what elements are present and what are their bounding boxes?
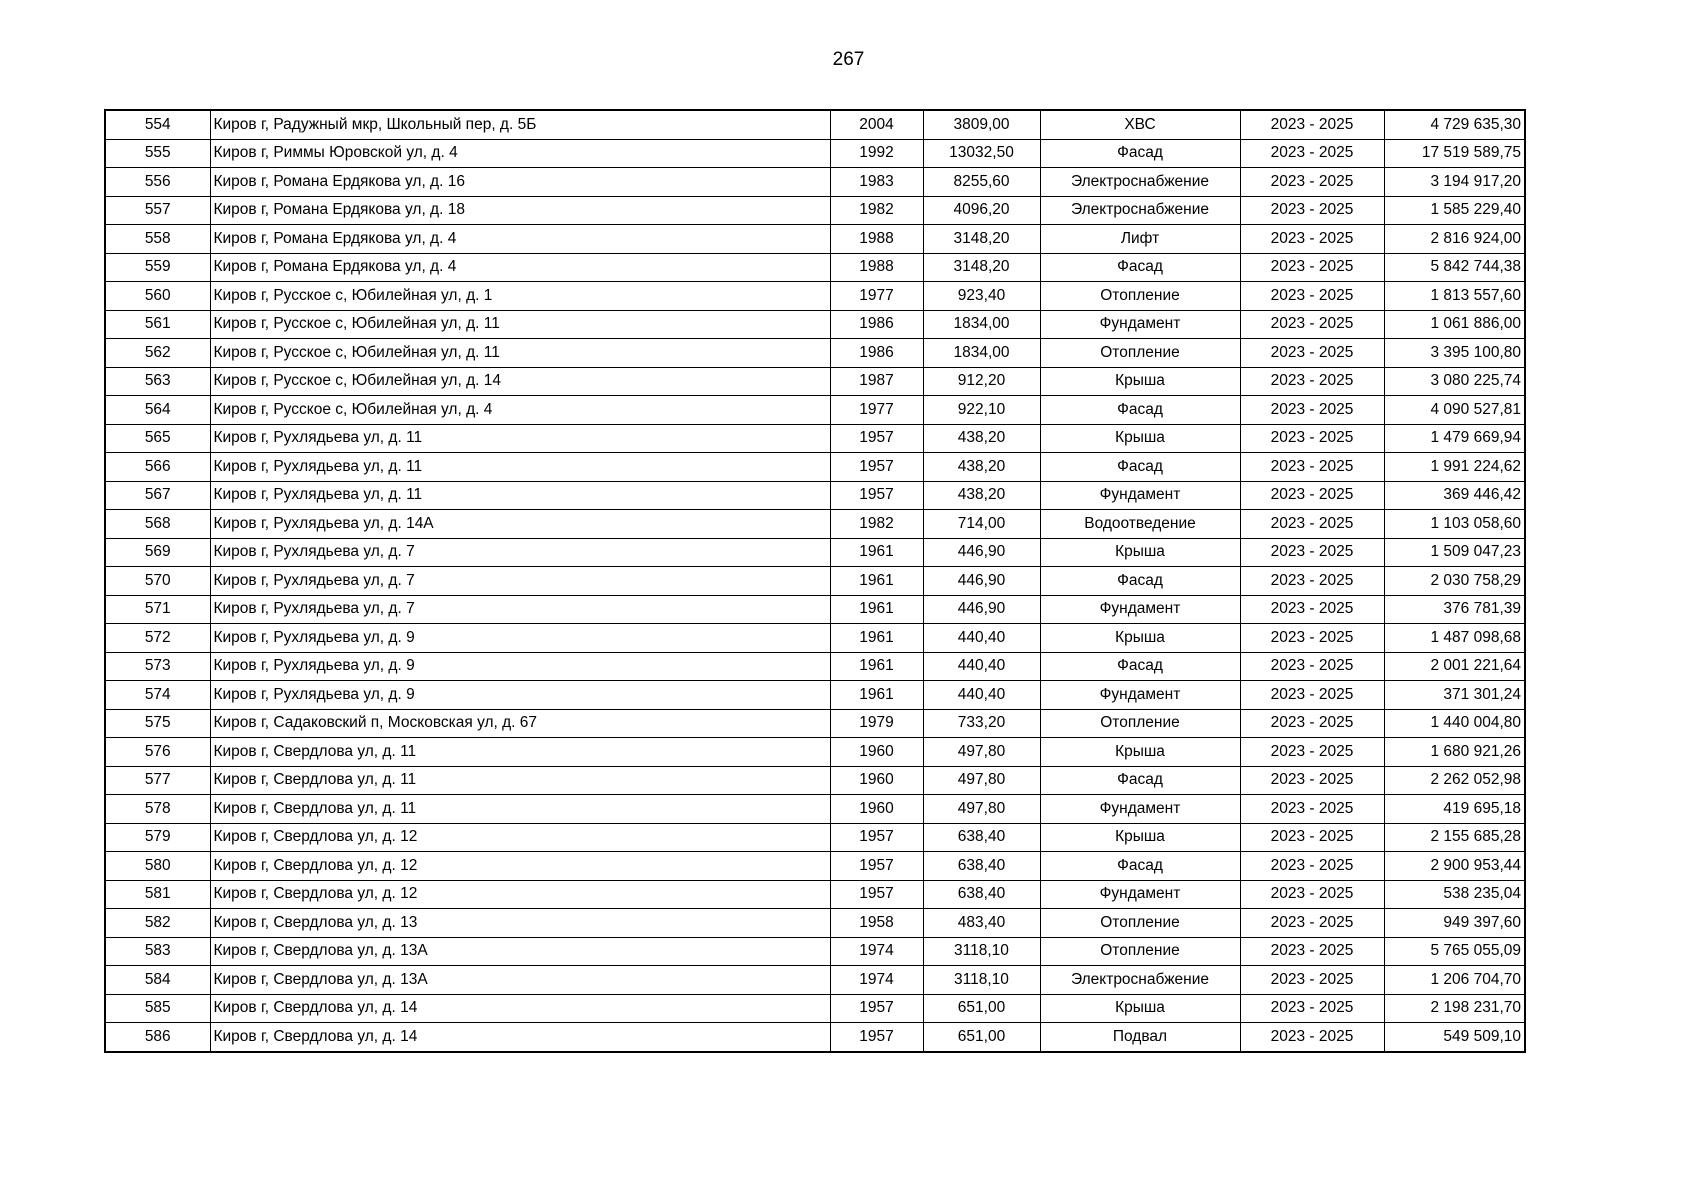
- area-cell: 651,00: [923, 994, 1040, 1023]
- cost-cell: 5 765 055,09: [1384, 937, 1525, 966]
- row-number-cell: 566: [105, 453, 210, 482]
- work-type-cell: Отопление: [1040, 909, 1240, 938]
- area-cell: 497,80: [923, 738, 1040, 767]
- cost-cell: 2 030 758,29: [1384, 567, 1525, 596]
- period-cell: 2023 - 2025: [1240, 110, 1384, 139]
- address-cell: Киров г, Романа Ердякова ул, д. 18: [210, 196, 830, 225]
- table-row: [105, 282, 1525, 311]
- table-row: [105, 681, 1525, 710]
- period-cell: 2023 - 2025: [1240, 652, 1384, 681]
- year-built-cell: 1977: [830, 282, 923, 311]
- work-type-cell: Отопление: [1040, 709, 1240, 738]
- table-row: [105, 624, 1525, 653]
- row-number-cell: 571: [105, 595, 210, 624]
- address-cell: Киров г, Свердлова ул, д. 14: [210, 994, 830, 1023]
- table-row: [105, 994, 1525, 1023]
- table-row: [105, 110, 1525, 139]
- period-cell: 2023 - 2025: [1240, 681, 1384, 710]
- area-cell: 733,20: [923, 709, 1040, 738]
- row-number-cell: 582: [105, 909, 210, 938]
- year-built-cell: 1957: [830, 424, 923, 453]
- cost-cell: 3 194 917,20: [1384, 168, 1525, 197]
- address-cell: Киров г, Русское с, Юбилейная ул, д. 14: [210, 367, 830, 396]
- period-cell: 2023 - 2025: [1240, 453, 1384, 482]
- row-number-cell: 560: [105, 282, 210, 311]
- row-number-cell: 563: [105, 367, 210, 396]
- year-built-cell: 1988: [830, 225, 923, 254]
- year-built-cell: 1982: [830, 196, 923, 225]
- table-row: [105, 424, 1525, 453]
- table-row: [105, 567, 1525, 596]
- table-row: [105, 453, 1525, 482]
- area-cell: 446,90: [923, 567, 1040, 596]
- year-built-cell: 1986: [830, 310, 923, 339]
- area-cell: 912,20: [923, 367, 1040, 396]
- area-cell: 13032,50: [923, 139, 1040, 168]
- area-cell: 440,40: [923, 681, 1040, 710]
- address-cell: Киров г, Свердлова ул, д. 11: [210, 795, 830, 824]
- area-cell: 497,80: [923, 795, 1040, 824]
- table-row: [105, 823, 1525, 852]
- year-built-cell: 1961: [830, 595, 923, 624]
- address-cell: Киров г, Рухлядьева ул, д. 7: [210, 538, 830, 567]
- address-cell: Киров г, Рухлядьева ул, д. 9: [210, 624, 830, 653]
- cost-cell: 3 395 100,80: [1384, 339, 1525, 368]
- work-type-cell: Фундамент: [1040, 310, 1240, 339]
- area-cell: 438,20: [923, 453, 1040, 482]
- row-number-cell: 554: [105, 110, 210, 139]
- area-cell: 923,40: [923, 282, 1040, 311]
- row-number-cell: 574: [105, 681, 210, 710]
- address-cell: Киров г, Романа Ердякова ул, д. 16: [210, 168, 830, 197]
- period-cell: 2023 - 2025: [1240, 168, 1384, 197]
- work-type-cell: Фундамент: [1040, 795, 1240, 824]
- cost-cell: 1 479 669,94: [1384, 424, 1525, 453]
- table-row: [105, 168, 1525, 197]
- year-built-cell: 1957: [830, 453, 923, 482]
- address-cell: Киров г, Русское с, Юбилейная ул, д. 11: [210, 339, 830, 368]
- year-built-cell: 1957: [830, 994, 923, 1023]
- period-cell: 2023 - 2025: [1240, 339, 1384, 368]
- cost-cell: 4 729 635,30: [1384, 110, 1525, 139]
- cost-cell: 2 155 685,28: [1384, 823, 1525, 852]
- year-built-cell: 1974: [830, 937, 923, 966]
- work-type-cell: Фасад: [1040, 766, 1240, 795]
- address-cell: Киров г, Свердлова ул, д. 14: [210, 1023, 830, 1052]
- area-cell: 440,40: [923, 624, 1040, 653]
- address-cell: Киров г, Свердлова ул, д. 13А: [210, 966, 830, 995]
- repair-program-table: [104, 109, 1526, 1053]
- area-cell: 3809,00: [923, 110, 1040, 139]
- year-built-cell: 1961: [830, 681, 923, 710]
- cost-cell: 2 001 221,64: [1384, 652, 1525, 681]
- year-built-cell: 1983: [830, 168, 923, 197]
- address-cell: Киров г, Рухлядьева ул, д. 7: [210, 567, 830, 596]
- work-type-cell: Отопление: [1040, 339, 1240, 368]
- year-built-cell: 1974: [830, 966, 923, 995]
- area-cell: 446,90: [923, 595, 1040, 624]
- year-built-cell: 1977: [830, 396, 923, 425]
- year-built-cell: 1958: [830, 909, 923, 938]
- work-type-cell: Лифт: [1040, 225, 1240, 254]
- table-row: [105, 510, 1525, 539]
- table-row: [105, 367, 1525, 396]
- period-cell: 2023 - 2025: [1240, 225, 1384, 254]
- work-type-cell: Электроснабжение: [1040, 168, 1240, 197]
- area-cell: 483,40: [923, 909, 1040, 938]
- work-type-cell: Фундамент: [1040, 481, 1240, 510]
- cost-cell: 5 842 744,38: [1384, 253, 1525, 282]
- row-number-cell: 581: [105, 880, 210, 909]
- table-row: [105, 595, 1525, 624]
- period-cell: 2023 - 2025: [1240, 538, 1384, 567]
- table-row: [105, 196, 1525, 225]
- period-cell: 2023 - 2025: [1240, 994, 1384, 1023]
- work-type-cell: Крыша: [1040, 823, 1240, 852]
- row-number-cell: 579: [105, 823, 210, 852]
- address-cell: Киров г, Рухлядьева ул, д. 9: [210, 652, 830, 681]
- cost-cell: 549 509,10: [1384, 1023, 1525, 1052]
- period-cell: 2023 - 2025: [1240, 595, 1384, 624]
- area-cell: 638,40: [923, 880, 1040, 909]
- address-cell: Киров г, Свердлова ул, д. 11: [210, 766, 830, 795]
- work-type-cell: ХВС: [1040, 110, 1240, 139]
- year-built-cell: 1961: [830, 652, 923, 681]
- row-number-cell: 570: [105, 567, 210, 596]
- cost-cell: 949 397,60: [1384, 909, 1525, 938]
- address-cell: Киров г, Свердлова ул, д. 13: [210, 909, 830, 938]
- table-row: [105, 225, 1525, 254]
- year-built-cell: 1961: [830, 567, 923, 596]
- area-cell: 4096,20: [923, 196, 1040, 225]
- work-type-cell: Крыша: [1040, 538, 1240, 567]
- table-row: [105, 738, 1525, 767]
- cost-cell: 1 206 704,70: [1384, 966, 1525, 995]
- period-cell: 2023 - 2025: [1240, 937, 1384, 966]
- work-type-cell: Фундамент: [1040, 880, 1240, 909]
- page-number: 267: [832, 49, 865, 70]
- row-number-cell: 561: [105, 310, 210, 339]
- work-type-cell: Фундамент: [1040, 595, 1240, 624]
- row-number-cell: 583: [105, 937, 210, 966]
- area-cell: 3148,20: [923, 253, 1040, 282]
- table-row: [105, 766, 1525, 795]
- year-built-cell: 1960: [830, 766, 923, 795]
- address-cell: Киров г, Русское с, Юбилейная ул, д. 4: [210, 396, 830, 425]
- year-built-cell: 1982: [830, 510, 923, 539]
- cost-cell: 2 816 924,00: [1384, 225, 1525, 254]
- period-cell: 2023 - 2025: [1240, 795, 1384, 824]
- period-cell: 2023 - 2025: [1240, 567, 1384, 596]
- address-cell: Киров г, Свердлова ул, д. 11: [210, 738, 830, 767]
- year-built-cell: 1979: [830, 709, 923, 738]
- work-type-cell: Крыша: [1040, 624, 1240, 653]
- table-body: [105, 110, 1525, 1052]
- table-row: [105, 852, 1525, 881]
- period-cell: 2023 - 2025: [1240, 766, 1384, 795]
- year-built-cell: 1960: [830, 795, 923, 824]
- table-row: [105, 1023, 1525, 1052]
- area-cell: 446,90: [923, 538, 1040, 567]
- cost-cell: 2 900 953,44: [1384, 852, 1525, 881]
- work-type-cell: Фасад: [1040, 139, 1240, 168]
- period-cell: 2023 - 2025: [1240, 880, 1384, 909]
- row-number-cell: 586: [105, 1023, 210, 1052]
- address-cell: Киров г, Рухлядьева ул, д. 11: [210, 481, 830, 510]
- area-cell: 438,20: [923, 424, 1040, 453]
- area-cell: 714,00: [923, 510, 1040, 539]
- cost-cell: 1 103 058,60: [1384, 510, 1525, 539]
- period-cell: 2023 - 2025: [1240, 510, 1384, 539]
- cost-cell: 1 991 224,62: [1384, 453, 1525, 482]
- period-cell: 2023 - 2025: [1240, 396, 1384, 425]
- work-type-cell: Подвал: [1040, 1023, 1240, 1052]
- row-number-cell: 568: [105, 510, 210, 539]
- row-number-cell: 584: [105, 966, 210, 995]
- cost-cell: 1 061 886,00: [1384, 310, 1525, 339]
- address-cell: Киров г, Романа Ердякова ул, д. 4: [210, 253, 830, 282]
- cost-cell: 1 813 557,60: [1384, 282, 1525, 311]
- year-built-cell: 1957: [830, 880, 923, 909]
- period-cell: 2023 - 2025: [1240, 481, 1384, 510]
- address-cell: Киров г, Свердлова ул, д. 12: [210, 852, 830, 881]
- area-cell: 8255,60: [923, 168, 1040, 197]
- row-number-cell: 569: [105, 538, 210, 567]
- period-cell: 2023 - 2025: [1240, 1023, 1384, 1052]
- work-type-cell: Фасад: [1040, 852, 1240, 881]
- period-cell: 2023 - 2025: [1240, 424, 1384, 453]
- address-cell: Киров г, Риммы Юровской ул, д. 4: [210, 139, 830, 168]
- table-row: [105, 339, 1525, 368]
- work-type-cell: Крыша: [1040, 367, 1240, 396]
- cost-cell: 371 301,24: [1384, 681, 1525, 710]
- cost-cell: 1 509 047,23: [1384, 538, 1525, 567]
- table-row: [105, 396, 1525, 425]
- area-cell: 497,80: [923, 766, 1040, 795]
- period-cell: 2023 - 2025: [1240, 282, 1384, 311]
- row-number-cell: 575: [105, 709, 210, 738]
- cost-cell: 2 198 231,70: [1384, 994, 1525, 1023]
- row-number-cell: 567: [105, 481, 210, 510]
- year-built-cell: 1986: [830, 339, 923, 368]
- area-cell: 651,00: [923, 1023, 1040, 1052]
- area-cell: 1834,00: [923, 339, 1040, 368]
- row-number-cell: 585: [105, 994, 210, 1023]
- year-built-cell: 1961: [830, 624, 923, 653]
- address-cell: Киров г, Свердлова ул, д. 13А: [210, 937, 830, 966]
- address-cell: Киров г, Романа Ердякова ул, д. 4: [210, 225, 830, 254]
- cost-cell: 1 585 229,40: [1384, 196, 1525, 225]
- work-type-cell: Фасад: [1040, 652, 1240, 681]
- row-number-cell: 578: [105, 795, 210, 824]
- address-cell: Киров г, Русское с, Юбилейная ул, д. 1: [210, 282, 830, 311]
- area-cell: 922,10: [923, 396, 1040, 425]
- period-cell: 2023 - 2025: [1240, 909, 1384, 938]
- area-cell: 438,20: [923, 481, 1040, 510]
- period-cell: 2023 - 2025: [1240, 196, 1384, 225]
- address-cell: Киров г, Свердлова ул, д. 12: [210, 823, 830, 852]
- row-number-cell: 564: [105, 396, 210, 425]
- cost-cell: 376 781,39: [1384, 595, 1525, 624]
- cost-cell: 2 262 052,98: [1384, 766, 1525, 795]
- work-type-cell: Крыша: [1040, 994, 1240, 1023]
- table-row: [105, 538, 1525, 567]
- table-row: [105, 937, 1525, 966]
- year-built-cell: 1961: [830, 538, 923, 567]
- area-cell: 440,40: [923, 652, 1040, 681]
- work-type-cell: Фасад: [1040, 396, 1240, 425]
- table-row: [105, 709, 1525, 738]
- row-number-cell: 573: [105, 652, 210, 681]
- period-cell: 2023 - 2025: [1240, 139, 1384, 168]
- work-type-cell: Отопление: [1040, 282, 1240, 311]
- period-cell: 2023 - 2025: [1240, 310, 1384, 339]
- year-built-cell: 1957: [830, 481, 923, 510]
- period-cell: 2023 - 2025: [1240, 253, 1384, 282]
- work-type-cell: Электроснабжение: [1040, 966, 1240, 995]
- work-type-cell: Фасад: [1040, 253, 1240, 282]
- work-type-cell: Отопление: [1040, 937, 1240, 966]
- area-cell: 3118,10: [923, 966, 1040, 995]
- address-cell: Киров г, Радужный мкр, Школьный пер, д. 5Б: [210, 110, 830, 139]
- row-number-cell: 558: [105, 225, 210, 254]
- area-cell: 3148,20: [923, 225, 1040, 254]
- table-row: [105, 909, 1525, 938]
- address-cell: Киров г, Рухлядьева ул, д. 7: [210, 595, 830, 624]
- address-cell: Киров г, Русское с, Юбилейная ул, д. 11: [210, 310, 830, 339]
- year-built-cell: 1957: [830, 852, 923, 881]
- area-cell: 638,40: [923, 823, 1040, 852]
- row-number-cell: 565: [105, 424, 210, 453]
- row-number-cell: 557: [105, 196, 210, 225]
- address-cell: Киров г, Рухлядьева ул, д. 9: [210, 681, 830, 710]
- work-type-cell: Электроснабжение: [1040, 196, 1240, 225]
- table-row: [105, 795, 1525, 824]
- year-built-cell: 1960: [830, 738, 923, 767]
- work-type-cell: Фасад: [1040, 567, 1240, 596]
- cost-cell: 4 090 527,81: [1384, 396, 1525, 425]
- address-cell: Киров г, Рухлядьева ул, д. 11: [210, 453, 830, 482]
- row-number-cell: 559: [105, 253, 210, 282]
- work-type-cell: Фундамент: [1040, 681, 1240, 710]
- area-cell: 1834,00: [923, 310, 1040, 339]
- cost-cell: 1 680 921,26: [1384, 738, 1525, 767]
- cost-cell: 1 487 098,68: [1384, 624, 1525, 653]
- table-row: [105, 880, 1525, 909]
- table-row: [105, 481, 1525, 510]
- table-row: [105, 253, 1525, 282]
- cost-cell: 419 695,18: [1384, 795, 1525, 824]
- work-type-cell: Фасад: [1040, 453, 1240, 482]
- year-built-cell: 1988: [830, 253, 923, 282]
- period-cell: 2023 - 2025: [1240, 823, 1384, 852]
- period-cell: 2023 - 2025: [1240, 709, 1384, 738]
- table-row: [105, 310, 1525, 339]
- cost-cell: 538 235,04: [1384, 880, 1525, 909]
- year-built-cell: 1957: [830, 823, 923, 852]
- period-cell: 2023 - 2025: [1240, 624, 1384, 653]
- year-built-cell: 2004: [830, 110, 923, 139]
- work-type-cell: Крыша: [1040, 424, 1240, 453]
- cost-cell: 3 080 225,74: [1384, 367, 1525, 396]
- row-number-cell: 577: [105, 766, 210, 795]
- table-row: [105, 139, 1525, 168]
- area-cell: 3118,10: [923, 937, 1040, 966]
- period-cell: 2023 - 2025: [1240, 738, 1384, 767]
- period-cell: 2023 - 2025: [1240, 852, 1384, 881]
- work-type-cell: Водоотведение: [1040, 510, 1240, 539]
- period-cell: 2023 - 2025: [1240, 367, 1384, 396]
- area-cell: 638,40: [923, 852, 1040, 881]
- row-number-cell: 576: [105, 738, 210, 767]
- row-number-cell: 572: [105, 624, 210, 653]
- row-number-cell: 580: [105, 852, 210, 881]
- period-cell: 2023 - 2025: [1240, 966, 1384, 995]
- row-number-cell: 562: [105, 339, 210, 368]
- cost-cell: 369 446,42: [1384, 481, 1525, 510]
- work-type-cell: Крыша: [1040, 738, 1240, 767]
- address-cell: Киров г, Свердлова ул, д. 12: [210, 880, 830, 909]
- year-built-cell: 1957: [830, 1023, 923, 1052]
- table-row: [105, 966, 1525, 995]
- address-cell: Киров г, Рухлядьева ул, д. 14А: [210, 510, 830, 539]
- table-row: [105, 652, 1525, 681]
- year-built-cell: 1987: [830, 367, 923, 396]
- cost-cell: 1 440 004,80: [1384, 709, 1525, 738]
- row-number-cell: 556: [105, 168, 210, 197]
- cost-cell: 17 519 589,75: [1384, 139, 1525, 168]
- row-number-cell: 555: [105, 139, 210, 168]
- address-cell: Киров г, Садаковский п, Московская ул, д. 67: [210, 709, 830, 738]
- year-built-cell: 1992: [830, 139, 923, 168]
- address-cell: Киров г, Рухлядьева ул, д. 11: [210, 424, 830, 453]
